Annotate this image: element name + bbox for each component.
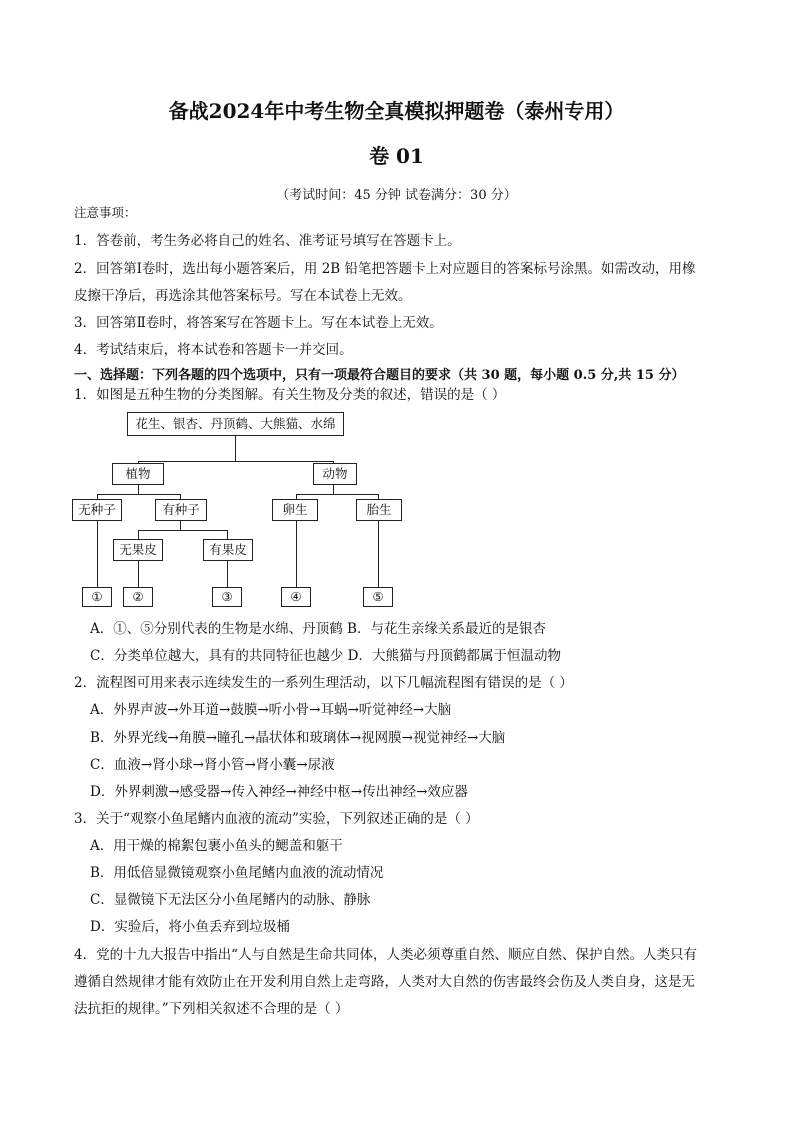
diagram-has-pericarp-box: 有果皮	[203, 539, 253, 561]
question-4-line: 遵循自然规律才能有效防止在开发利用自然上走弯路，人类对大自然的伤害最终会伤及人类自身，这是无	[74, 974, 695, 990]
diagram-leaf-5: ⑤	[363, 587, 393, 607]
question-1-stem: 1．如图是五种生物的分类图解。有关生物及分类的叙述，错误的是（ ）	[74, 387, 506, 403]
diagram-viviparous-box: 胎生	[356, 499, 402, 521]
question-4-line: 法抗拒的规律。”下列相关叙述不合理的是（ ）	[74, 1001, 349, 1017]
question-3-option: C．显微镜下无法区分小鱼尾鳍内的动脉、静脉	[90, 892, 371, 908]
diagram-no-seed-box: 无种子	[72, 499, 122, 521]
question-2-stem: 2．流程图可用来表示连续发生的一系列生理活动，以下几幅流程图有错误的是（ ）	[74, 675, 573, 691]
question-2-option: C．血液→肾小球→肾小管→肾小囊→尿液	[90, 757, 335, 773]
note-item: 2．回答第Ⅰ卷时，选出每小题答案后，用 2B 铅笔把答题卡上对应题目的答案标号涂黑。如需改动，用橡	[74, 261, 696, 277]
question-2-option: B．外界光线→角膜→瞳孔→晶状体和玻璃体→视网膜→视觉神经→大脑	[90, 730, 506, 746]
note-item: 4．考试结束后，将本试卷和答题卡一并交回。	[74, 342, 353, 358]
diagram-leaf-3: ③	[212, 587, 242, 607]
question-4-line: 4．党的十九大报告中指出“人与自然是生命共同体，人类必须尊重自然、顺应自然、保护自然。人类只有	[74, 947, 697, 963]
diagram-plant-box: 植物	[112, 463, 164, 485]
question-3-option: B．用低倍显微镜观察小鱼尾鳍内血液的流动情况	[90, 865, 384, 881]
notes-heading: 注意事项：	[74, 205, 137, 220]
diagram-leaf-1: ①	[82, 587, 112, 607]
question-2-option: A．外界声波→外耳道→鼓膜→听小骨→耳蜗→听觉神经→大脑	[90, 702, 452, 718]
question-2-option: D．外界刺激→感受器→传入神经→神经中枢→传出神经→效应器	[90, 784, 468, 800]
diagram-leaf-4: ④	[281, 587, 311, 607]
diagram-leaf-2: ②	[123, 587, 153, 607]
question-3-option: D．实验后，将小鱼丢弃到垃圾桶	[90, 919, 290, 935]
diagram-root-box: 花生、银杏、丹顶鹤、大熊猫、水绵	[127, 412, 344, 436]
diagram-oviparous-box: 卵生	[272, 499, 318, 521]
question-1-option-cd: C．分类单位越大，具有的共同特征也越少 D．大熊猫与丹顶鹤都属于恒温动物	[90, 648, 561, 664]
question-3-stem: 3．关于“观察小鱼尾鳍内血液的流动”实验，下列叙述正确的是（ ）	[74, 811, 479, 827]
exam-title: 备战2024年中考生物全真模拟押题卷（泰州专用）	[168, 99, 625, 123]
exam-subtitle: 卷 01	[369, 144, 424, 168]
diagram-animal-box: 动物	[313, 463, 357, 485]
diagram-no-pericarp-box: 无果皮	[113, 539, 163, 561]
note-item: 1．答卷前，考生务必将自己的姓名、准考证号填写在答题卡上。	[74, 233, 461, 249]
section-heading: 一、选择题：下列各题的四个选项中，只有一项最符合题目的要求（共 30 题，每小题 0.5 分,共 15 分）	[74, 368, 685, 383]
diagram-has-seed-box: 有种子	[155, 499, 207, 521]
question-1-option-ab: A．①、⑤分别代表的生物是水绵、丹顶鹤 B．与花生亲缘关系最近的是银杏	[90, 621, 546, 637]
exam-info: （考试时间：45 分钟 试卷满分：30 分）	[276, 188, 517, 203]
note-item: 3．回答第Ⅱ卷时，将答案写在答题卡上。写在本试卷上无效。	[74, 315, 443, 331]
note-item: 皮擦干净后，再选涂其他答案标号。写在本试卷上无效。	[74, 288, 412, 304]
question-3-option: A．用干燥的棉絮包裹小鱼头的鳃盖和躯干	[90, 838, 343, 854]
